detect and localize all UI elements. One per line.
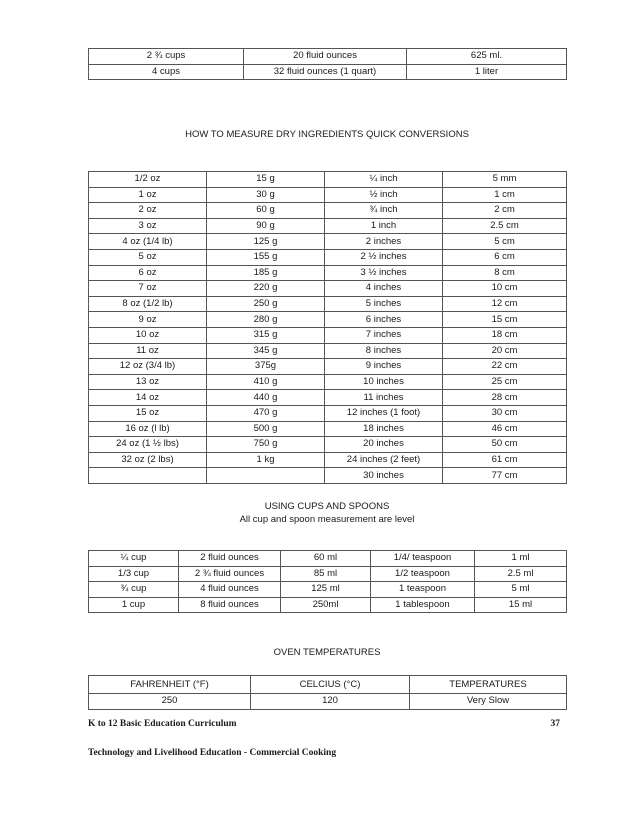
table-cell: 20 cm <box>443 343 567 359</box>
table-cell: 410 g <box>207 374 325 390</box>
table-cell: ¾ inch <box>325 203 443 219</box>
table-cell: 10 oz <box>89 327 207 343</box>
table-cell: 6 inches <box>325 312 443 328</box>
table-row <box>89 172 567 188</box>
table-cell: 5 mm <box>443 172 567 188</box>
table-cell: 1 liter <box>407 64 567 80</box>
table-cell: 1/2 teaspoon <box>371 566 475 582</box>
page-number: 37 <box>550 719 560 729</box>
table-cell: 30 g <box>207 187 325 203</box>
table-row <box>89 566 567 582</box>
dry-ingredients-table <box>88 171 567 484</box>
table-cell: ½ inch <box>325 187 443 203</box>
table-row <box>89 437 567 453</box>
table-cell: 15 ml <box>475 597 567 613</box>
table-row <box>89 421 567 437</box>
table-cell: 25 cm <box>443 374 567 390</box>
table-cell: 2.5 ml <box>475 566 567 582</box>
table-cell: 315 g <box>207 327 325 343</box>
table-cell: 1/2 oz <box>89 172 207 188</box>
table-cell <box>207 468 325 484</box>
table-row <box>89 312 567 328</box>
header-fahrenheit: FAHRENHEIT (°F) <box>89 676 251 694</box>
table-cell: 625 ml. <box>407 49 567 65</box>
table-cell: 12 oz (3/4 lb) <box>89 359 207 375</box>
table-cell: 4 oz (1/4 lb) <box>89 234 207 250</box>
table-cell: 32 fluid ounces (1 quart) <box>244 64 407 80</box>
liquid-conversion-table <box>88 48 567 80</box>
header-celcius: CELCIUS (°C) <box>251 676 410 694</box>
table-row <box>89 234 567 250</box>
table-cell: 20 fluid ounces <box>244 49 407 65</box>
table-cell: 20 inches <box>325 437 443 453</box>
table-row <box>89 49 567 65</box>
table-cell: 1 inch <box>325 218 443 234</box>
oven-section-title: OVEN TEMPERATURES <box>273 647 381 658</box>
cups-section-subtitle: All cup and spoon measurement are level <box>239 514 415 525</box>
table-cell: 1/4/ teaspoon <box>371 551 475 567</box>
table-cell: 18 cm <box>443 327 567 343</box>
table-row <box>89 203 567 219</box>
table-cell: 60 g <box>207 203 325 219</box>
table-cell: 2 oz <box>89 203 207 219</box>
table-cell: 5 ml <box>475 582 567 598</box>
table-cell: ¾ cup <box>89 582 179 598</box>
cups-section-title: USING CUPS AND SPOONS <box>264 501 390 512</box>
table-cell: 220 g <box>207 281 325 297</box>
table-cell: 85 ml <box>281 566 371 582</box>
table-cell: 155 g <box>207 249 325 265</box>
table-row <box>89 405 567 421</box>
table-cell: 2 cm <box>443 203 567 219</box>
table-row <box>89 281 567 297</box>
table-cell: 24 inches (2 feet) <box>325 452 443 468</box>
table-cell: 11 inches <box>325 390 443 406</box>
table-cell: 16 oz (l lb) <box>89 421 207 437</box>
table-cell: 280 g <box>207 312 325 328</box>
table-row <box>89 452 567 468</box>
table-row <box>89 694 567 710</box>
table-cell: 10 inches <box>325 374 443 390</box>
table-cell: 470 g <box>207 405 325 421</box>
table-cell: 750 g <box>207 437 325 453</box>
header-temperatures: TEMPERATURES <box>410 676 567 694</box>
table-cell: 22 cm <box>443 359 567 375</box>
table-cell: 125 ml <box>281 582 371 598</box>
table-cell: 5 inches <box>325 296 443 312</box>
table-cell: Very Slow <box>410 694 567 710</box>
table-cell: 60 ml <box>281 551 371 567</box>
table-cell: 1 cm <box>443 187 567 203</box>
table-cell: 6 oz <box>89 265 207 281</box>
table-cell: 61 cm <box>443 452 567 468</box>
table-cell: 77 cm <box>443 468 567 484</box>
table-cell: 90 g <box>207 218 325 234</box>
table-cell: 15 cm <box>443 312 567 328</box>
table-cell: 2 ¾ cups <box>89 49 244 65</box>
oven-header-row <box>89 676 567 694</box>
table-cell: 185 g <box>207 265 325 281</box>
table-cell: 9 inches <box>325 359 443 375</box>
footer-line <box>88 719 560 729</box>
oven-table-body <box>89 694 567 710</box>
table-cell: ¼ inch <box>325 172 443 188</box>
table-cell: 1 tablespoon <box>371 597 475 613</box>
table-row <box>89 187 567 203</box>
table-row <box>89 551 567 567</box>
oven-temperatures-table <box>88 675 567 710</box>
table-cell: 3 ½ inches <box>325 265 443 281</box>
table-cell: ¼ cup <box>89 551 179 567</box>
table-cell: 8 oz (1/2 lb) <box>89 296 207 312</box>
table-cell <box>89 468 207 484</box>
table-cell: 18 inches <box>325 421 443 437</box>
table-cell: 2 inches <box>325 234 443 250</box>
table-row <box>89 265 567 281</box>
table-cell: 30 cm <box>443 405 567 421</box>
table-row <box>89 359 567 375</box>
table-cell: 12 inches (1 foot) <box>325 405 443 421</box>
table-cell: 3 oz <box>89 218 207 234</box>
table-cell: 13 oz <box>89 374 207 390</box>
footer-curriculum: K to 12 Basic Education Curriculum <box>88 719 237 729</box>
table-row <box>89 343 567 359</box>
table-cell: 250 <box>89 694 251 710</box>
table-cell: 1 ml <box>475 551 567 567</box>
table-cell: 500 g <box>207 421 325 437</box>
table-cell: 5 oz <box>89 249 207 265</box>
table-cell: 4 inches <box>325 281 443 297</box>
footer-subject: Technology and Livelihood Education - Commercial Cooking <box>88 748 337 758</box>
liquid-table-body <box>89 49 567 80</box>
table-cell: 375g <box>207 359 325 375</box>
table-row <box>89 390 567 406</box>
table-cell: 12 cm <box>443 296 567 312</box>
table-row <box>89 582 567 598</box>
table-cell: 8 fluid ounces <box>179 597 281 613</box>
table-cell: 125 g <box>207 234 325 250</box>
table-cell: 4 fluid ounces <box>179 582 281 598</box>
table-row <box>89 374 567 390</box>
table-cell: 4 cups <box>89 64 244 80</box>
table-cell: 250ml <box>281 597 371 613</box>
table-cell: 46 cm <box>443 421 567 437</box>
table-cell: 1/3 cup <box>89 566 179 582</box>
dry-table-body <box>89 172 567 484</box>
table-cell: 28 cm <box>443 390 567 406</box>
table-cell: 1 teaspoon <box>371 582 475 598</box>
table-cell: 15 oz <box>89 405 207 421</box>
table-row <box>89 597 567 613</box>
table-cell: 2 ¾ fluid ounces <box>179 566 281 582</box>
table-cell: 10 cm <box>443 281 567 297</box>
table-cell: 14 oz <box>89 390 207 406</box>
table-cell: 345 g <box>207 343 325 359</box>
table-cell: 8 inches <box>325 343 443 359</box>
table-cell: 5 cm <box>443 234 567 250</box>
table-cell: 7 oz <box>89 281 207 297</box>
table-cell: 50 cm <box>443 437 567 453</box>
table-cell: 11 oz <box>89 343 207 359</box>
table-cell: 1 kg <box>207 452 325 468</box>
table-cell: 2 fluid ounces <box>179 551 281 567</box>
cups-table-body <box>89 551 567 613</box>
table-row <box>89 296 567 312</box>
table-cell: 6 cm <box>443 249 567 265</box>
table-cell: 30 inches <box>325 468 443 484</box>
table-cell: 120 <box>251 694 410 710</box>
table-row <box>89 249 567 265</box>
table-cell: 32 oz (2 lbs) <box>89 452 207 468</box>
table-row <box>89 327 567 343</box>
table-cell: 1 cup <box>89 597 179 613</box>
table-cell: 1 oz <box>89 187 207 203</box>
table-cell: 2.5 cm <box>443 218 567 234</box>
table-row <box>89 468 567 484</box>
table-cell: 24 oz (1 ½ lbs) <box>89 437 207 453</box>
dry-section-title: HOW TO MEASURE DRY INGREDIENTS QUICK CONVERSIONS <box>185 129 469 140</box>
table-cell: 9 oz <box>89 312 207 328</box>
table-cell: 15 g <box>207 172 325 188</box>
table-cell: 440 g <box>207 390 325 406</box>
table-cell: 8 cm <box>443 265 567 281</box>
table-cell: 250 g <box>207 296 325 312</box>
cups-spoons-table <box>88 550 567 613</box>
table-row <box>89 218 567 234</box>
table-row <box>89 64 567 80</box>
table-cell: 7 inches <box>325 327 443 343</box>
table-cell: 2 ½ inches <box>325 249 443 265</box>
